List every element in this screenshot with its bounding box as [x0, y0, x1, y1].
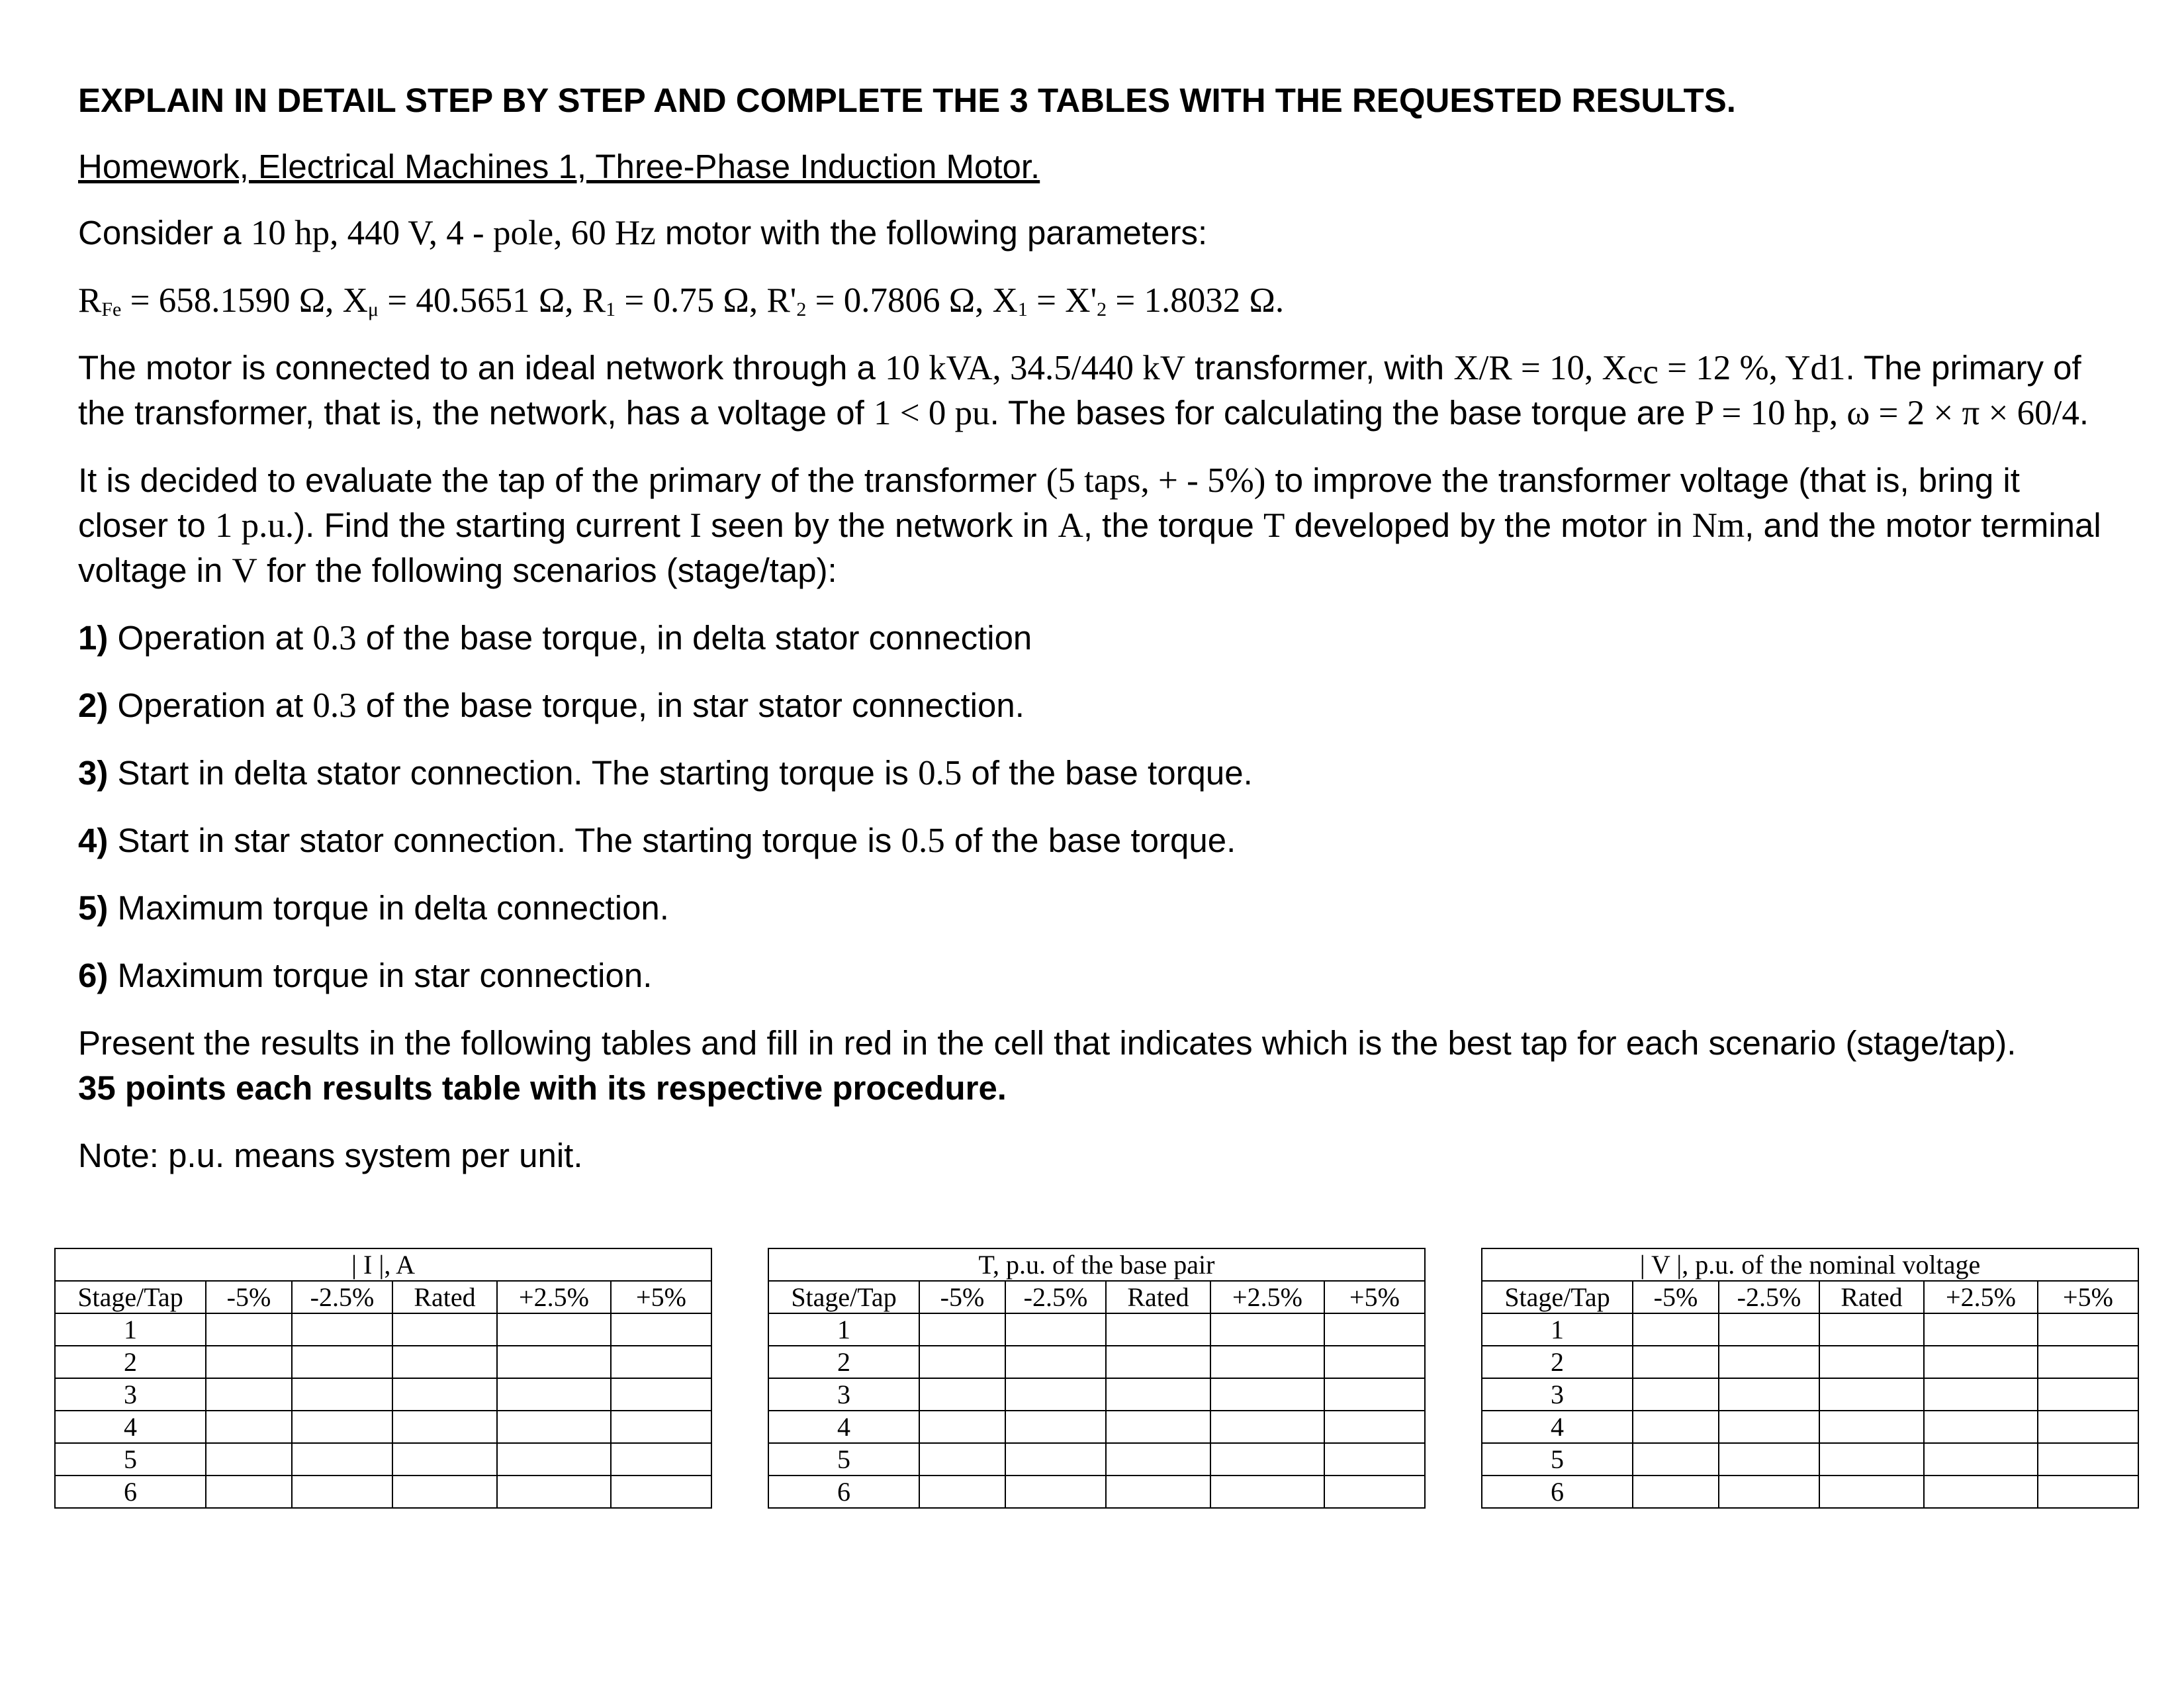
voltage-unit: V	[232, 551, 257, 590]
voltage-result-cell[interactable]	[1633, 1411, 1719, 1443]
points-text: 35 points each results table with its respective procedure.	[78, 1069, 1007, 1107]
transformer-xr: X/R = 10, X	[1453, 349, 1627, 387]
voltage-result-cell[interactable]	[1819, 1378, 1924, 1411]
xcc-subscript: cc	[1627, 353, 1659, 391]
scenario-item	[78, 683, 2116, 728]
voltage-stage-cell: 4	[1482, 1411, 1633, 1443]
scenario-number: 1)	[78, 619, 109, 657]
current-result-cell[interactable]	[292, 1378, 392, 1411]
voltage-result-cell[interactable]	[2038, 1378, 2138, 1411]
r2-label: R'	[766, 281, 797, 320]
rfe-subscript: Fe	[101, 299, 122, 320]
voltage-result-cell[interactable]	[1819, 1411, 1924, 1443]
current-result-cell[interactable]	[206, 1378, 292, 1411]
current-result-cell[interactable]	[611, 1378, 711, 1411]
tap-text-4: seen by the network in	[701, 506, 1058, 544]
results-instructions	[78, 1021, 2116, 1111]
x1-subscript: 1	[1017, 299, 1028, 320]
current-unit: A	[1058, 506, 1083, 545]
current-stage-cell: 1	[55, 1313, 206, 1346]
transformer-text-5: .	[2079, 394, 2089, 432]
torque-result-cell[interactable]	[1005, 1443, 1106, 1476]
current-result-cell[interactable]	[611, 1411, 711, 1443]
voltage-result-cell[interactable]	[2038, 1476, 2138, 1508]
reactance-value: = 1.8032 Ω.	[1107, 281, 1285, 320]
torque-result-cell[interactable]	[1210, 1411, 1324, 1443]
scenario-number: 5)	[78, 889, 109, 927]
current-column-header: Rated	[392, 1281, 497, 1313]
table-row	[768, 1443, 1425, 1476]
transformer-text-2: transformer, with	[1185, 349, 1454, 387]
transformer-text-4: . The bases for calculating the base torque are	[989, 394, 1695, 432]
voltage-result-cell[interactable]	[2038, 1443, 2138, 1476]
page-subtitle: Homework, Electrical Machines 1, Three-Phase Induction Motor.	[78, 148, 1040, 185]
torque-result-cell[interactable]	[1005, 1411, 1106, 1443]
current-result-cell[interactable]	[497, 1476, 611, 1508]
scenario-text: Maximum torque in star connection.	[108, 957, 653, 994]
current-result-cell[interactable]	[611, 1443, 711, 1476]
torque-result-cell[interactable]	[1005, 1346, 1106, 1378]
intro-post: motor with the following parameters:	[655, 214, 1208, 252]
tap-text-8: for the following scenarios (stage/tap):	[257, 551, 837, 589]
current-symbol: I	[690, 506, 702, 545]
torque-column-header: -2.5%	[1005, 1281, 1106, 1313]
voltage-result-cell[interactable]	[1924, 1313, 2038, 1346]
scenario-text: Start in delta stator connection. The starting torque is	[108, 754, 919, 792]
torque-result-cell[interactable]	[1210, 1443, 1324, 1476]
voltage-result-cell[interactable]	[1924, 1476, 2038, 1508]
scenario-value: 0.5	[918, 754, 962, 792]
torque-result-cell[interactable]	[1005, 1476, 1106, 1508]
table-row	[768, 1476, 1425, 1508]
torque-result-cell[interactable]	[919, 1313, 1005, 1346]
current-result-cell[interactable]	[206, 1476, 292, 1508]
r2-subscript: 2	[796, 299, 807, 320]
torque-result-cell[interactable]	[919, 1378, 1005, 1411]
r1-label: R	[582, 281, 606, 320]
torque-result-cell[interactable]	[1324, 1313, 1425, 1346]
scenario-text: Operation at	[108, 686, 313, 724]
torque-result-cell[interactable]	[1005, 1313, 1106, 1346]
tap-range: (5 taps, + - 5%)	[1046, 461, 1266, 500]
tap-text-2: to improve the transformer voltage (that is, bring it closer to	[78, 461, 2020, 544]
voltage-column-header: Rated	[1819, 1281, 1924, 1313]
torque-result-cell[interactable]	[1324, 1378, 1425, 1411]
transformer-text-3: . The primary of the transformer, that is, the network, has a voltage of	[78, 349, 2081, 432]
scenario-text: Operation at	[108, 619, 313, 657]
table-row	[1482, 1313, 2138, 1346]
torque-result-cell[interactable]	[919, 1346, 1005, 1378]
torque-stage-cell: 1	[768, 1313, 919, 1346]
voltage-result-cell[interactable]	[1719, 1313, 1819, 1346]
voltage-result-cell[interactable]	[1819, 1476, 1924, 1508]
scenario-text-end: of the base torque.	[962, 754, 1253, 792]
current-result-cell[interactable]	[497, 1313, 611, 1346]
torque-stage-cell: 5	[768, 1443, 919, 1476]
current-column-header: -2.5%	[292, 1281, 392, 1313]
current-stage-cell: 6	[55, 1476, 206, 1508]
voltage-result-cell[interactable]	[1819, 1346, 1924, 1378]
tap-text-5: , the torque	[1083, 506, 1264, 544]
scenario-number: 2)	[78, 686, 109, 724]
table-row	[768, 1378, 1425, 1411]
voltage-result-cell[interactable]	[2038, 1313, 2138, 1346]
r2-value: = 0.7806 Ω,	[806, 281, 993, 320]
current-result-cell[interactable]	[611, 1313, 711, 1346]
torque-result-cell[interactable]	[1210, 1378, 1324, 1411]
torque-result-cell[interactable]	[1210, 1346, 1324, 1378]
torque-unit: Nm	[1692, 506, 1745, 545]
torque-result-cell[interactable]	[1106, 1378, 1210, 1411]
torque-result-cell[interactable]	[1005, 1378, 1106, 1411]
voltage-result-cell[interactable]	[1633, 1378, 1719, 1411]
results-tables	[54, 1248, 2139, 1519]
torque-result-cell[interactable]	[1106, 1443, 1210, 1476]
voltage-result-cell[interactable]	[1633, 1346, 1719, 1378]
voltage-result-cell[interactable]	[2038, 1411, 2138, 1443]
note: Note: p.u. means system per unit.	[78, 1137, 583, 1174]
voltage-result-cell[interactable]	[1719, 1378, 1819, 1411]
torque-column-header: Stage/Tap	[768, 1281, 919, 1313]
current-result-cell[interactable]	[206, 1411, 292, 1443]
current-result-cell[interactable]	[292, 1313, 392, 1346]
tap-text-7: , and the motor terminal voltage in	[78, 506, 2101, 589]
voltage-result-cell[interactable]	[1924, 1443, 2038, 1476]
tap-text-3: ). Find the starting current	[294, 506, 690, 544]
r1-subscript: 1	[606, 299, 616, 320]
x2-subscript: 2	[1097, 299, 1107, 320]
torque-column-header: -5%	[919, 1281, 1005, 1313]
current-result-cell[interactable]	[611, 1476, 711, 1508]
current-result-cell[interactable]	[392, 1443, 497, 1476]
torque-table	[768, 1248, 1426, 1509]
torque-column-header: Rated	[1106, 1281, 1210, 1313]
torque-table-caption: T, p.u. of the base pair	[768, 1248, 1425, 1281]
current-table-caption: | I |, A	[55, 1248, 711, 1281]
voltage-result-cell[interactable]	[1719, 1346, 1819, 1378]
xmu-label: X	[342, 281, 368, 320]
torque-stage-cell: 6	[768, 1476, 919, 1508]
torque-result-cell[interactable]	[919, 1443, 1005, 1476]
voltage-table-caption: | V |, p.u. of the nominal voltage	[1482, 1248, 2138, 1281]
scenario-item	[78, 953, 2116, 998]
voltage-result-cell[interactable]	[1819, 1443, 1924, 1476]
x2-label: = X'	[1027, 281, 1097, 320]
current-stage-cell: 3	[55, 1378, 206, 1411]
current-result-cell[interactable]	[392, 1313, 497, 1346]
network-voltage: 1 < 0 pu	[873, 394, 990, 432]
table-row	[55, 1346, 711, 1378]
torque-column-header: +5%	[1324, 1281, 1425, 1313]
tap-text-1: It is decided to evaluate the tap of the primary of the transformer	[78, 461, 1046, 499]
table-row	[768, 1346, 1425, 1378]
scenario-value: 0.3	[312, 619, 357, 657]
table-row	[768, 1313, 1425, 1346]
current-stage-cell: 4	[55, 1411, 206, 1443]
current-column-header: Stage/Tap	[55, 1281, 206, 1313]
voltage-result-cell[interactable]	[1633, 1476, 1719, 1508]
current-result-cell[interactable]	[392, 1346, 497, 1378]
current-column-header: -5%	[206, 1281, 292, 1313]
torque-result-cell[interactable]	[1210, 1313, 1324, 1346]
xmu-subscript: μ	[367, 299, 379, 320]
current-result-cell[interactable]	[497, 1411, 611, 1443]
voltage-result-cell[interactable]	[1633, 1313, 1719, 1346]
current-result-cell[interactable]	[292, 1476, 392, 1508]
voltage-stage-cell: 6	[1482, 1476, 1633, 1508]
voltage-column-header: +2.5%	[1924, 1281, 2038, 1313]
x1-label: X	[992, 281, 1018, 320]
table-row	[55, 1443, 711, 1476]
current-result-cell[interactable]	[611, 1346, 711, 1378]
torque-stage-cell: 3	[768, 1378, 919, 1411]
table-row	[55, 1313, 711, 1346]
table-row	[1482, 1411, 2138, 1443]
scenario-item	[78, 818, 2116, 863]
transformer-rating: 10 kVA, 34.5/440 kV	[885, 349, 1186, 387]
scenario-text: Maximum torque in delta connection.	[108, 889, 669, 927]
voltage-column-header: -5%	[1633, 1281, 1719, 1313]
torque-result-cell[interactable]	[1210, 1476, 1324, 1508]
scenario-text-end: of the base torque, in delta stator connection	[356, 619, 1032, 657]
torque-column-header: +2.5%	[1210, 1281, 1324, 1313]
voltage-result-cell[interactable]	[1924, 1378, 2038, 1411]
torque-result-cell[interactable]	[1324, 1443, 1425, 1476]
torque-result-cell[interactable]	[1324, 1346, 1425, 1378]
current-result-cell[interactable]	[497, 1443, 611, 1476]
scenario-item	[78, 886, 2116, 931]
voltage-column-header: -2.5%	[1719, 1281, 1819, 1313]
table-row	[1482, 1476, 2138, 1508]
table-row	[55, 1378, 711, 1411]
torque-result-cell[interactable]	[1106, 1346, 1210, 1378]
current-result-cell[interactable]	[206, 1313, 292, 1346]
voltage-result-cell[interactable]	[1924, 1346, 2038, 1378]
intro-pre: Consider a	[78, 214, 251, 252]
xmu-value: = 40.5651 Ω,	[379, 281, 582, 320]
current-table	[54, 1248, 712, 1509]
torque-stage-cell: 4	[768, 1411, 919, 1443]
voltage-result-cell[interactable]	[1633, 1443, 1719, 1476]
voltage-column-header: Stage/Tap	[1482, 1281, 1633, 1313]
voltage-result-cell[interactable]	[1924, 1411, 2038, 1443]
voltage-result-cell[interactable]	[1819, 1313, 1924, 1346]
results-text: Present the results in the following tables and fill in red in the cell that indicates which is the best tap for each scenario (stage/tap).	[78, 1024, 2017, 1062]
torque-stage-cell: 2	[768, 1346, 919, 1378]
current-result-cell[interactable]	[392, 1378, 497, 1411]
torque-result-cell[interactable]	[1324, 1411, 1425, 1443]
scenario-number: 4)	[78, 821, 109, 859]
r1-value: = 0.75 Ω,	[615, 281, 767, 320]
tap-target: 1 p.u.	[214, 506, 295, 545]
voltage-result-cell[interactable]	[1719, 1411, 1819, 1443]
current-stage-cell: 5	[55, 1443, 206, 1476]
table-row	[768, 1411, 1425, 1443]
scenario-number: 3)	[78, 754, 109, 792]
current-result-cell[interactable]	[497, 1346, 611, 1378]
document-body	[78, 78, 2116, 1201]
rfe-label: R	[78, 281, 102, 320]
table-row	[1482, 1346, 2138, 1378]
table-row	[55, 1476, 711, 1508]
scenario-number: 6)	[78, 957, 109, 994]
scenario-text-end: of the base torque.	[944, 821, 1236, 859]
scenario-value: 0.3	[312, 686, 357, 725]
voltage-stage-cell: 5	[1482, 1443, 1633, 1476]
voltage-table	[1481, 1248, 2139, 1509]
current-result-cell[interactable]	[497, 1378, 611, 1411]
torque-result-cell[interactable]	[1106, 1411, 1210, 1443]
page-title: EXPLAIN IN DETAIL STEP BY STEP AND COMPLETE THE 3 TABLES WITH THE REQUESTED RESULTS.	[78, 81, 1736, 119]
current-result-cell[interactable]	[292, 1346, 392, 1378]
current-result-cell[interactable]	[392, 1476, 497, 1508]
scenario-item	[78, 616, 2116, 661]
current-column-header: +5%	[611, 1281, 711, 1313]
voltage-stage-cell: 2	[1482, 1346, 1633, 1378]
table-row	[1482, 1443, 2138, 1476]
scenario-item	[78, 751, 2116, 796]
torque-result-cell[interactable]	[919, 1411, 1005, 1443]
current-result-cell[interactable]	[392, 1411, 497, 1443]
parameters-line	[78, 278, 2116, 323]
torque-result-cell[interactable]	[919, 1476, 1005, 1508]
transformer-xcc: = 12 %, Yd1	[1658, 349, 1846, 387]
scenario-text: Start in star stator connection. The starting torque is	[108, 821, 901, 859]
torque-result-cell[interactable]	[1324, 1476, 1425, 1508]
torque-result-cell[interactable]	[1106, 1476, 1210, 1508]
voltage-result-cell[interactable]	[1719, 1476, 1819, 1508]
current-result-cell[interactable]	[206, 1443, 292, 1476]
table-row	[1482, 1378, 2138, 1411]
table-row	[55, 1411, 711, 1443]
current-result-cell[interactable]	[206, 1346, 292, 1378]
base-values: P = 10 hp, ω = 2 × π × 60/4	[1694, 394, 2079, 432]
voltage-column-header: +5%	[2038, 1281, 2138, 1313]
voltage-stage-cell: 3	[1482, 1378, 1633, 1411]
tap-paragraph	[78, 458, 2116, 593]
current-result-cell[interactable]	[292, 1411, 392, 1443]
scenario-list	[78, 616, 2116, 998]
voltage-result-cell[interactable]	[2038, 1346, 2138, 1378]
motor-rating: 10 hp, 440 V, 4 - pole, 60 Hz	[250, 214, 656, 252]
scenario-text-end: of the base torque, in star stator connection.	[356, 686, 1024, 724]
voltage-result-cell[interactable]	[1719, 1443, 1819, 1476]
scenario-value: 0.5	[901, 821, 945, 860]
torque-result-cell[interactable]	[1106, 1313, 1210, 1346]
current-column-header: +2.5%	[497, 1281, 611, 1313]
torque-symbol: T	[1263, 506, 1285, 545]
current-result-cell[interactable]	[292, 1443, 392, 1476]
current-stage-cell: 2	[55, 1346, 206, 1378]
tap-text-6: developed by the motor in	[1285, 506, 1692, 544]
intro-paragraph	[78, 211, 2116, 256]
transformer-text-1: The motor is connected to an ideal network through a	[78, 349, 886, 387]
rfe-value: = 658.1590 Ω,	[121, 281, 343, 320]
voltage-stage-cell: 1	[1482, 1313, 1633, 1346]
transformer-paragraph	[78, 346, 2116, 436]
